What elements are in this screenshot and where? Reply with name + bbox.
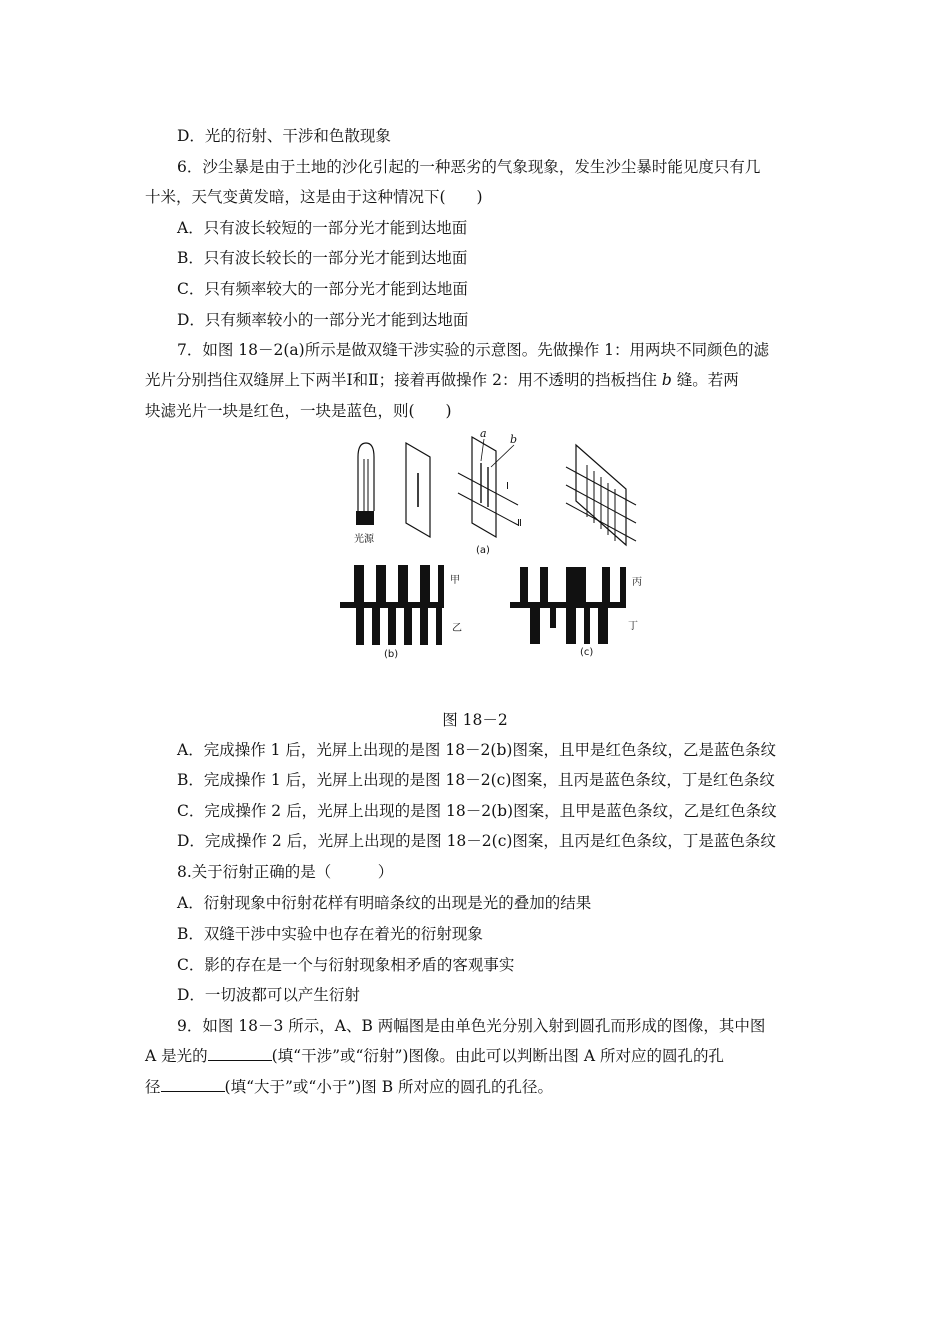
q5-option-d: D．光的衍射、干涉和色散现象 (177, 127, 391, 145)
jia-label: 甲 (450, 575, 460, 586)
panel-a-label: (a) (476, 545, 490, 556)
q8-stem: 8.关于衍射正确的是（ ） (177, 863, 394, 881)
q6-option-b: B．只有波长较长的一部分光才能到达地面 (177, 249, 468, 267)
double-slit-screen (458, 437, 518, 537)
yi-label: 乙 (452, 623, 462, 634)
fringe-pattern-b (340, 565, 444, 645)
q7-stem-line1: 7．如图 18－2(a)所示是做双缝干涉实验的示意图。先做操作 1：用两块不同颜色的滤 (177, 341, 769, 359)
slit-b-variable: b (661, 371, 672, 389)
observation-screen (566, 445, 636, 545)
q8-option-a: A．衍射现象中衍射花样有明暗条纹的出现是光的叠加的结果 (177, 894, 592, 912)
light-source-bulb (356, 443, 374, 525)
q7-option-c: C．完成操作 2 后，光屏上出现的是图 18－2(b)图案，且甲是蓝色条纹，乙是红色条纹 (177, 802, 777, 820)
single-slit-screen (406, 443, 430, 537)
light-source-label: 光源 (354, 534, 374, 545)
half-i-label: Ⅰ (506, 481, 509, 492)
half-ii-label: Ⅱ (517, 518, 522, 529)
q6-stem-line2: 十米，天气变黄发暗，这是由于这种情况下( ) (145, 188, 483, 206)
q6-option-c: C．只有频率较大的一部分光才能到达地面 (177, 280, 468, 298)
q7-stem-line2: 光片分别挡住双缝屏上下两半Ⅰ和Ⅱ；接着再做操作 2：用不透明的挡板挡住 b 缝。若两 (145, 371, 739, 389)
q7-option-a: A．完成操作 1 后，光屏上出现的是图 18－2(b)图案，且甲是红色条纹，乙是蓝色条纹 (177, 741, 776, 759)
slit-a-label: a (480, 427, 487, 440)
bing-label: 丙 (632, 577, 642, 588)
q9-stem-line3: 径 (填“大于”或“小于”)图 B 所对应的圆孔的孔径。 (145, 1078, 554, 1096)
slit-b-label: b (510, 433, 518, 446)
figure-18-2 (340, 425, 640, 670)
q7-option-d: D．完成操作 2 后，光屏上出现的是图 18－2(c)图案，且丙是红色条纹，丁是蓝色条纹 (177, 832, 776, 850)
q9-stem-line2: A 是光的 (填“干涉”或“衍射”)图像。由此可以判断出图 A 所对应的圆孔的孔 (145, 1047, 724, 1065)
q8-option-b: B．双缝干涉中实验中也存在着光的衍射现象 (177, 925, 483, 943)
q6-option-d: D．只有频率较小的一部分光才能到达地面 (177, 311, 469, 329)
q6-option-a: A．只有波长较短的一部分光才能到达地面 (177, 219, 468, 237)
panel-c-label: (c) (580, 647, 594, 658)
q6-stem-line1: 6．沙尘暴是由于土地的沙化引起的一种恶劣的气象现象，发生沙尘暴时能见度只有几 (177, 158, 761, 176)
panel-b-label: (b) (384, 649, 399, 660)
q7-option-b: B．完成操作 1 后，光屏上出现的是图 18－2(c)图案，且丙是蓝色条纹，丁是红色条纹 (177, 771, 775, 789)
q8-option-d: D．一切波都可以产生衍射 (177, 986, 360, 1004)
q8-option-c: C．影的存在是一个与衍射现象相矛盾的客观事实 (177, 956, 515, 974)
fringe-pattern-c (510, 567, 626, 644)
figure-caption: 图 18－2 (442, 711, 508, 729)
answer-blank-2[interactable] (161, 1077, 225, 1092)
ding-label: 丁 (628, 621, 638, 632)
answer-blank-1[interactable] (208, 1046, 272, 1061)
q7-stem-line3: 块滤光片一块是红色，一块是蓝色，则( ) (145, 402, 452, 420)
q9-stem-line1: 9．如图 18－3 所示，A、B 两幅图是由单色光分别入射到圆孔而形成的图像，其中图 (177, 1017, 766, 1035)
